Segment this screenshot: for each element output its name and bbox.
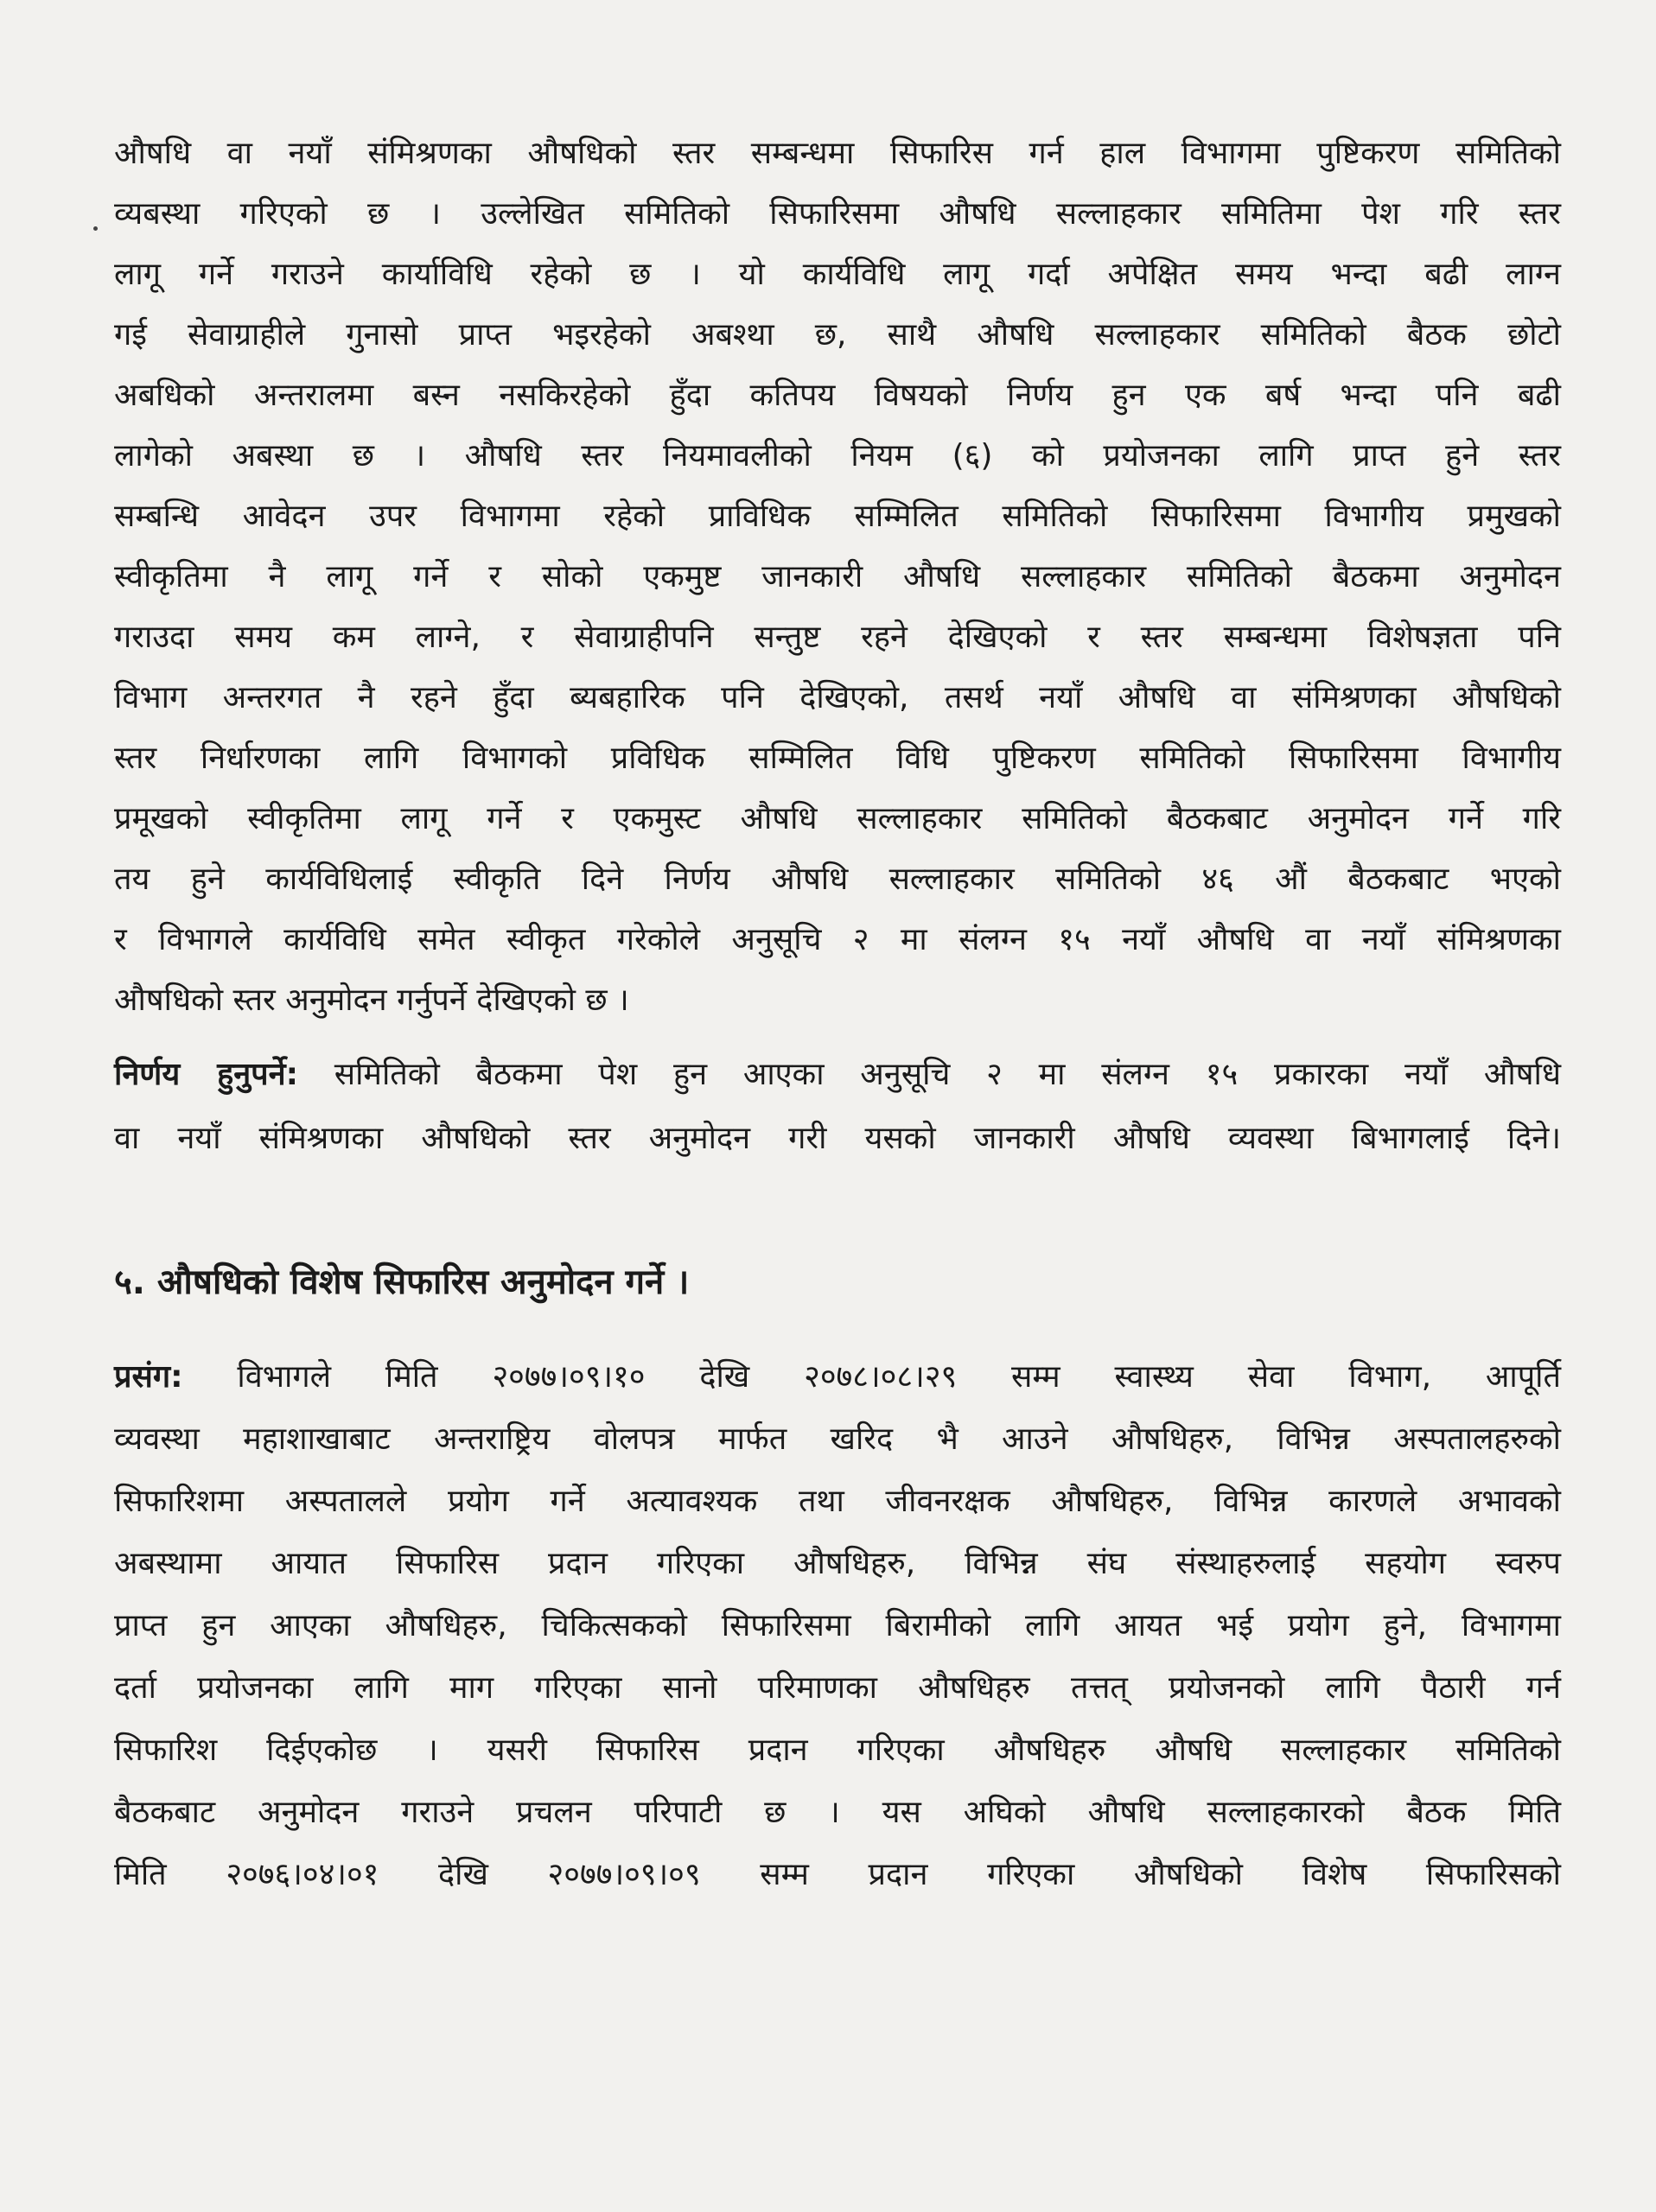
text-line: मिति २०७६।०४।०१ देखि २०७७।०९।०९ सम्म प्रदान गरिएका औषधिको विशेष सिफारिसको <box>114 1857 1561 1892</box>
decision-text: समितिको बैठकमा पेश हुन आएका अनुसूचि २ मा संलग्न १५ प्रकारका नयाँ औषधि <box>298 1057 1561 1092</box>
text-line: लागेको अबस्था छ । औषधि स्तर नियमावलीको नियम (६) को प्रयोजनका लागि प्राप्त हुने स्तर <box>114 438 1561 474</box>
text-line: सिफारिशमा अस्पतालले प्रयोग गर्ने अत्यावश्यक तथा जीवनरक्षक औषधिहरु, विभिन्न कारणले अभावको <box>114 1484 1561 1519</box>
context-line <box>114 1353 1561 1402</box>
text-line: गई सेवाग्राहीले गुनासो प्राप्त भइरहेको अबश्था छ, साथै औषधि सल्लाहकार समितिको बैठक छोटो <box>114 317 1561 353</box>
context-text: विभागले मिति २०७७।०९।१० देखि २०७८।०८।२९ सम्म स्वास्थ्य सेवा विभाग, आपूर्ति <box>182 1359 1561 1395</box>
text-line: गराउदा समय कम लाग्ने, र सेवाग्राहीपनि सन्तुष्ट रहने देखिएको र स्तर सम्बन्धमा विशेषज्ञता पनि <box>114 620 1561 655</box>
text-line: तय हुने कार्यविधिलाई स्वीकृति दिने निर्णय औषधि सल्लाहकार समितिको ४६ औं बैठकबाट भएको <box>114 861 1561 897</box>
text-line: व्यवस्था महाशाखाबाट अन्तराष्ट्रिय वोलपत्र मार्फत खरिद भै आउने औषधिहरु, विभिन्न अस्पतालहरुको <box>114 1421 1561 1457</box>
text-line: सिफारिश दिईएकोछ । यसरी सिफारिस प्रदान गरिएका औषधिहरु औषधि सल्लाहकार समितिको <box>114 1732 1561 1768</box>
text-line: औषधि वा नयाँ संमिश्रणका औषधिको स्तर सम्बन्धमा सिफारिस गर्न हाल विभागमा पुष्टिकरण समितिको <box>114 136 1561 171</box>
paragraph-standards-approval <box>114 130 1561 1025</box>
text-line: अबधिको अन्तरालमा बस्न नसकिरहेको हुँदा कतिपय विषयको निर्णय हुन एक बर्ष भन्दा पनि बढी <box>114 378 1561 413</box>
text-line: सम्बन्धि आवेदन उपर विभागमा रहेको प्राविधिक सम्मिलित समितिको सिफारिसमा विभागीय प्रमुखको <box>114 499 1561 534</box>
text-line: बैठकबाट अनुमोदन गराउने प्रचलन परिपाटी छ । यस अघिको औषधि सल्लाहकारको बैठक मिति <box>114 1795 1561 1830</box>
context-paragraph <box>114 1353 1561 1899</box>
text-line: वा नयाँ संमिश्रणका औषधिको स्तर अनुमोदन गरी यसको जानकारी औषधि व्यवस्था बिभागलाई दिने। <box>114 1121 1561 1156</box>
text-line: लागू गर्ने गराउने कार्याविधि रहेको छ । यो कार्यविधि लागू गर्दा अपेक्षित समय भन्दा बढी लाग्न <box>114 257 1561 292</box>
text-line: अबस्थामा आयात सिफारिस प्रदान गरिएका औषधिहरु, विभिन्न संघ संस्थाहरुलाई सहयोग स्वरुप <box>114 1546 1561 1581</box>
margin-mark <box>93 226 98 231</box>
context-label: प्रसंग: <box>114 1359 183 1395</box>
text-line: व्यबस्था गरिएको छ । उल्लेखित समितिको सिफारिसमा औषधि सल्लाहकार समितिमा पेश गरि स्तर <box>114 196 1561 232</box>
decision-paragraph <box>114 1051 1561 1163</box>
text-line: दर्ता प्रयोजनका लागि माग गरिएका सानो परिमाणका औषधिहरु तत्तत् प्रयोजनको लागि पैठारी गर्न <box>114 1670 1561 1706</box>
text-line: र विभागले कार्यविधि समेत स्वीकृत गरेकोले अनुसूचि २ मा संलग्न १५ नयाँ औषधि वा नयाँ संमिश्रणका <box>114 922 1561 957</box>
text-line: प्राप्त हुन आएका औषधिहरु, चिकित्सकको सिफारिसमा बिरामीको लागि आयत भई प्रयोग हुने, विभागमा <box>114 1608 1561 1643</box>
text-line: औषधिको स्तर अनुमोदन गर्नुपर्ने देखिएको छ । <box>114 982 629 1018</box>
decision-line <box>114 1051 1561 1099</box>
section-heading: ५. औषधिको विशेष सिफारिस अनुमोदन गर्ने । <box>114 1262 690 1302</box>
text-line: विभाग अन्तरगत नै रहने हुँदा ब्यबहारिक पनि देखिएको, तसर्थ नयाँ औषधि वा संमिश्रणका औषधिको <box>114 680 1561 715</box>
text-line: स्वीकृतिमा नै लागू गर्ने र सोको एकमुष्ट जानकारी औषधि सल्लाहकार समितिको बैठकमा अनुमोदन <box>114 559 1561 594</box>
text-line: स्तर निर्धारणका लागि विभागको प्रविधिक सम्मिलित विधि पुष्टिकरण समितिको सिफारिसमा विभागीय <box>114 741 1561 776</box>
decision-label: निर्णय हुनुपर्ने: <box>114 1057 298 1092</box>
text-line: प्रमूखको स्वीकृतिमा लागू गर्ने र एकमुस्ट औषधि सल्लाहकार समितिको बैठकबाट अनुमोदन गर्ने गरि <box>114 801 1561 836</box>
